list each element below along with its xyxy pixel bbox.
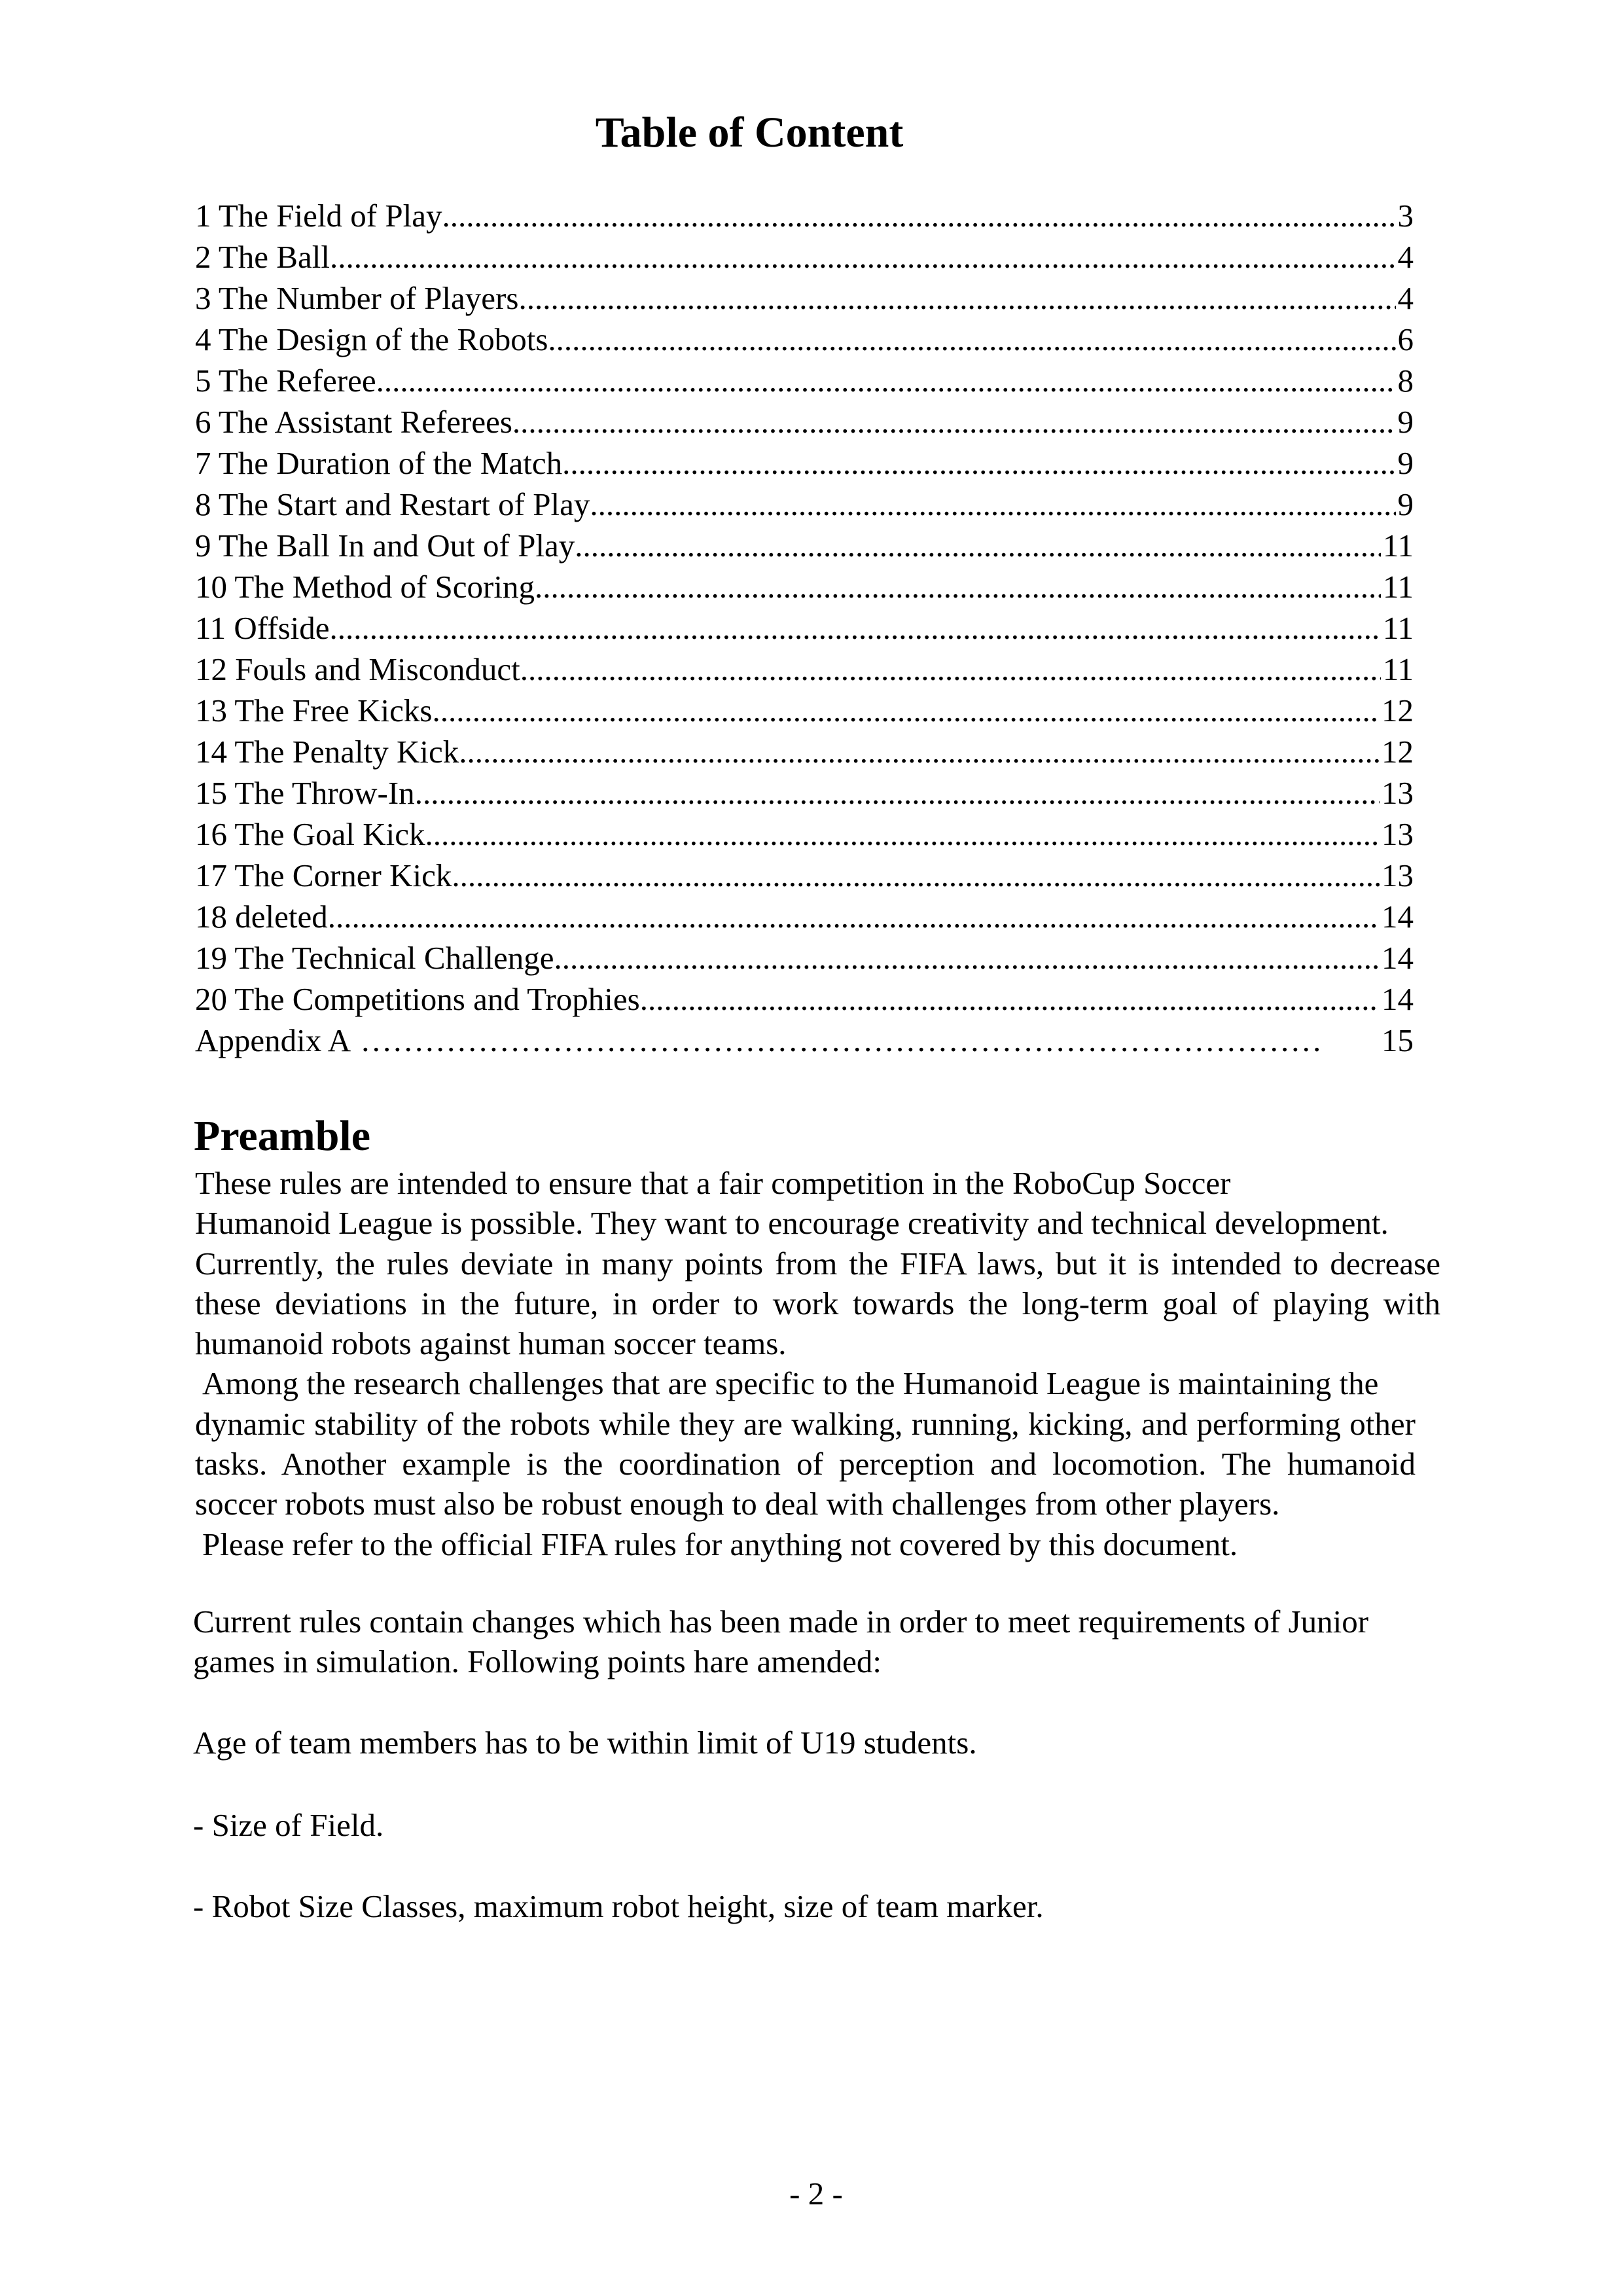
toc-entry-label: 17 The Corner Kick [195, 857, 452, 893]
preamble-line: humanoid robots against human soccer teams. [195, 1325, 787, 1362]
toc-title: Table of Content [595, 109, 904, 156]
toc-entry-page: 12 [1382, 734, 1414, 770]
toc-entry-label: 3 The Number of Players [195, 280, 519, 316]
toc-entry-label: 7 The Duration of the Match [195, 445, 563, 481]
preamble-line: tasks. Another example is the coordination of perception and locomotion. The humanoid [195, 1446, 1416, 1482]
preamble-line: Currently, the rules deviate in many points from the FIFA laws, but it is intended to decrease [195, 1245, 1440, 1282]
toc-entry-page: 14 [1382, 981, 1414, 1017]
toc-entry-page: 9 [1397, 445, 1414, 481]
toc-entry [195, 731, 1414, 772]
toc-dot-leader [328, 896, 1380, 937]
toc-dot-leader [562, 442, 1395, 484]
toc-dot-leader [376, 360, 1396, 401]
toc-entry [195, 978, 1414, 1020]
preamble-line: these deviations in the future, in order to work towards the long-term goal of playing with [195, 1285, 1440, 1321]
toc-entry [195, 319, 1414, 360]
toc-entry-page: 11 [1382, 610, 1414, 646]
toc-entry [195, 278, 1414, 319]
toc-entry-label: 11 Offside [195, 610, 330, 646]
toc-entry [195, 772, 1414, 814]
toc-dot-leader [415, 772, 1380, 814]
toc-entry-label: 19 The Technical Challenge [195, 940, 554, 976]
toc-entry-label: 14 The Penalty Kick [195, 734, 459, 770]
preamble-paragraph [195, 1163, 1440, 1564]
toc-dot-leader [575, 525, 1381, 566]
toc-entry-page: 11 [1382, 651, 1414, 687]
toc-entry [195, 401, 1414, 442]
preamble-line: These rules are intended to ensure that a fair competition in the RoboCup Soccer [195, 1165, 1231, 1201]
toc-entry [195, 1020, 1414, 1061]
toc-entry-label: 8 The Start and Restart of Play [195, 486, 590, 522]
toc-entry [195, 525, 1414, 566]
toc-entry-label: 18 deleted [195, 899, 328, 935]
toc-entry [195, 690, 1414, 731]
toc-entry-page: 13 [1382, 816, 1414, 852]
toc-entry [195, 607, 1414, 649]
toc-entry-label: 6 The Assistant Referees [195, 404, 512, 440]
toc-entry-page: 14 [1382, 940, 1414, 976]
toc-entry-label: 4 The Design of the Robots [195, 321, 548, 357]
toc-dot-leader [425, 814, 1380, 855]
toc-entry-label: 20 The Competitions and Trophies [195, 981, 640, 1017]
toc-dot-leader [518, 278, 1395, 319]
toc-entry-label: 16 The Goal Kick [195, 816, 425, 852]
toc-entry [195, 937, 1414, 978]
toc-entry-page: 3 [1397, 198, 1414, 234]
toc-entry-label: 1 The Field of Play [195, 198, 442, 234]
toc-entry-page: 13 [1382, 775, 1414, 811]
toc-dot-leader [330, 236, 1396, 278]
toc-dot-leader [330, 607, 1381, 649]
toc-entry-label: 5 The Referee [195, 363, 376, 399]
preamble-line: Among the research challenges that are specific to the Humanoid League is maintaining the [202, 1365, 1379, 1402]
toc-entry-page: 12 [1382, 692, 1414, 728]
toc-entry-page: 6 [1397, 321, 1414, 357]
table-of-contents [195, 195, 1414, 1061]
toc-entry [195, 236, 1414, 278]
toc-entry-label: 13 The Free Kicks [195, 692, 433, 728]
amendment-paragraph [193, 1602, 1368, 1682]
toc-entry-page: 9 [1397, 486, 1414, 522]
toc-entry-page: 4 [1397, 280, 1414, 316]
toc-entry [195, 814, 1414, 855]
toc-entry-page: 11 [1382, 528, 1414, 564]
toc-entry-page: 8 [1397, 363, 1414, 399]
toc-entry-label: 2 The Ball [195, 239, 330, 275]
preamble-line: Please refer to the official FIFA rules for anything not covered by this document. [202, 1526, 1238, 1562]
amended-point: - Robot Size Classes, maximum robot height, size of team marker. [193, 1888, 1044, 1924]
toc-entry-page: 14 [1382, 899, 1414, 935]
toc-entry-page: 11 [1382, 569, 1414, 605]
toc-dot-leader [512, 401, 1396, 442]
preamble-heading: Preamble [194, 1112, 371, 1160]
toc-entry [195, 442, 1414, 484]
toc-entry [195, 855, 1414, 896]
toc-dot-leader [590, 484, 1395, 525]
toc-entry [195, 896, 1414, 937]
page-number: - 2 - [789, 2176, 843, 2212]
toc-entry-label: 12 Fouls and Misconduct [195, 651, 520, 687]
toc-dot-leader [548, 319, 1395, 360]
preamble-line: soccer robots must also be robust enough to deal with challenges from other players. [195, 1486, 1280, 1522]
toc-entry-page: 9 [1397, 404, 1414, 440]
toc-entry [195, 484, 1414, 525]
amendment-line: Current rules contain changes which has been made in order to meet requirements of Junior [193, 1604, 1369, 1640]
toc-dot-leader [554, 937, 1380, 978]
amended-point: - Size of Field. [193, 1807, 384, 1843]
preamble-line: Humanoid League is possible. They want to encourage creativity and technical development. [195, 1205, 1389, 1242]
toc-entry-label: 15 The Throw-In [195, 775, 415, 811]
toc-entry-page: 13 [1382, 857, 1414, 893]
toc-dot-leader [520, 649, 1381, 690]
toc-entry-page: 4 [1397, 239, 1414, 275]
toc-entry [195, 360, 1414, 401]
toc-dot-leader [432, 690, 1380, 731]
toc-entry [195, 649, 1414, 690]
toc-dot-leader [535, 566, 1381, 607]
amendment-line: games in simulation. Following points hare amended: [193, 1643, 882, 1680]
toc-dot-leader [442, 195, 1395, 236]
toc-entry [195, 195, 1414, 236]
age-requirement-note: Age of team members has to be within limit of U19 students. [193, 1725, 977, 1761]
toc-entry-label: 10 The Method of Scoring [195, 569, 535, 605]
toc-dot-leader [640, 978, 1380, 1020]
toc-entry-label: 9 The Ball In and Out of Play [195, 528, 575, 564]
toc-entry-label: Appendix A [195, 1022, 351, 1058]
toc-dot-leader [459, 731, 1380, 772]
toc-entry [195, 566, 1414, 607]
toc-entry-page: 15 [1382, 1022, 1414, 1058]
toc-dot-leader [452, 855, 1380, 896]
preamble-line: dynamic stability of the robots while they are walking, running, kicking, and performing other [195, 1405, 1416, 1442]
toc-ellipsis-leader [351, 1020, 1356, 1061]
